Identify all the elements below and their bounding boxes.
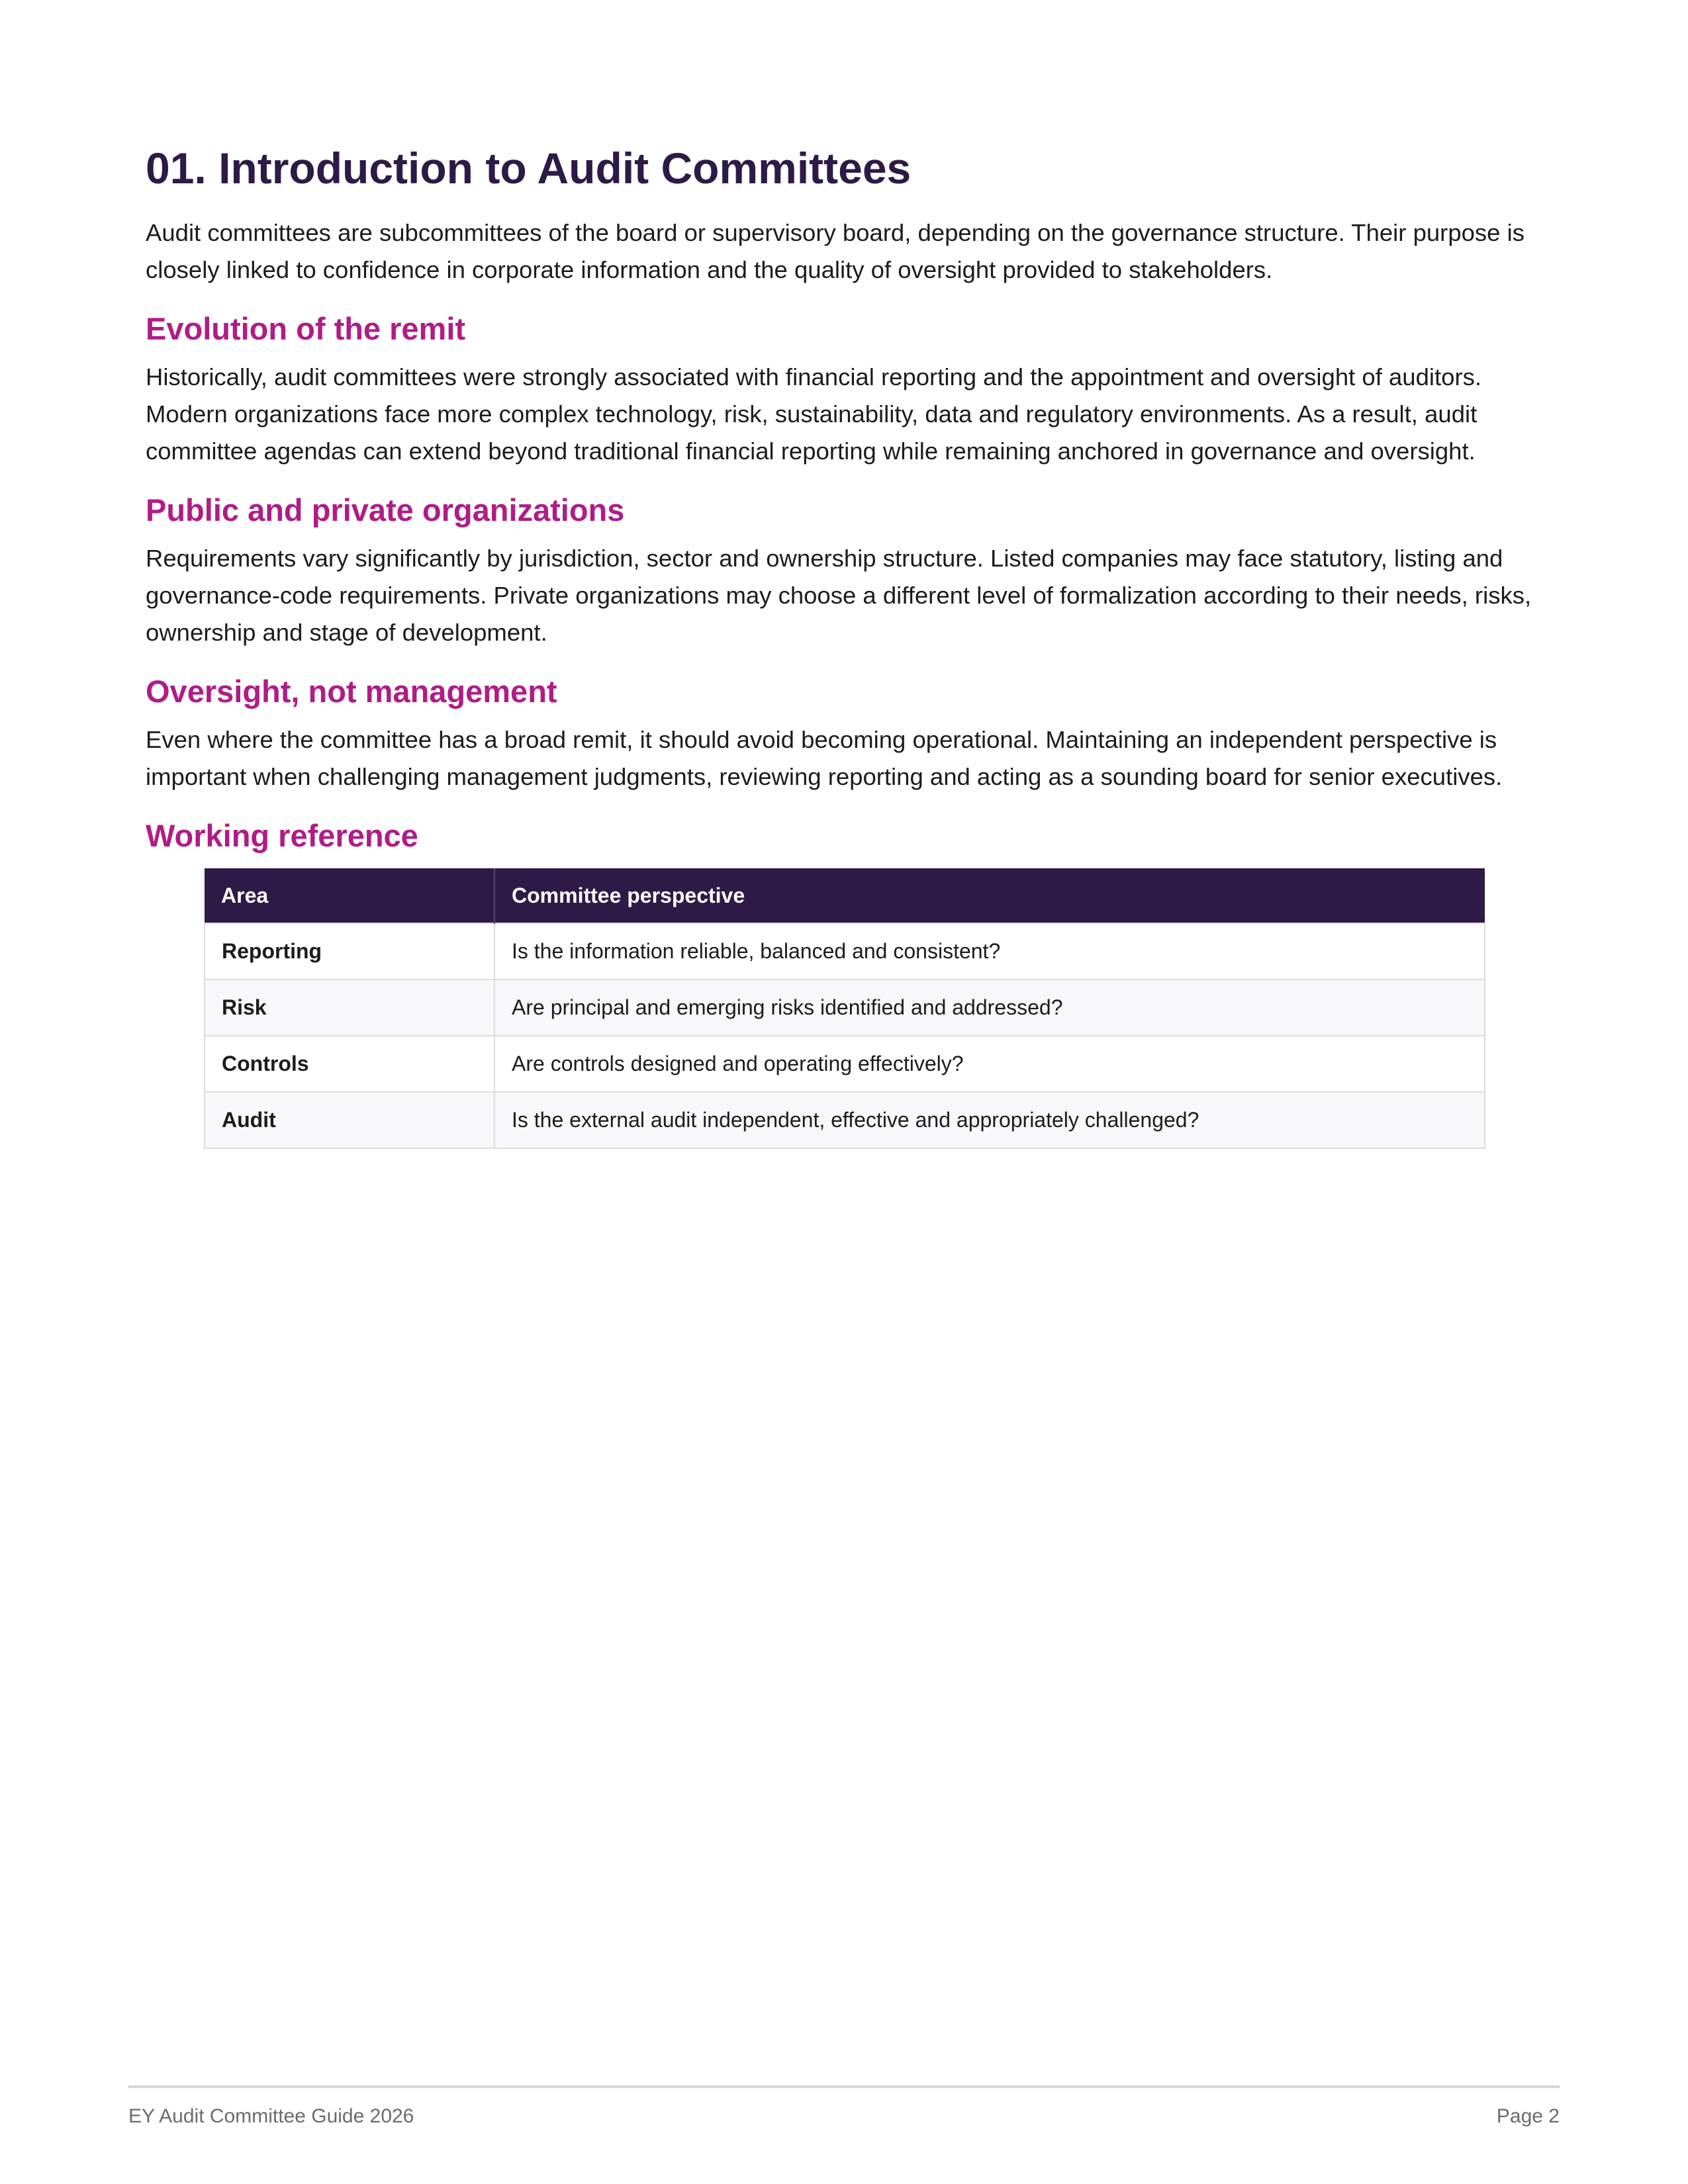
table-cell-perspective: Is the information reliable, balanced and consistent? xyxy=(494,923,1485,979)
section-heading-oversight: Oversight, not management xyxy=(146,674,557,709)
page-title: 01. Introduction to Audit Committees xyxy=(146,144,912,193)
section-heading-public-private: Public and private organizations xyxy=(146,492,625,527)
column-header-perspective: Committee perspective xyxy=(494,868,1485,923)
page-content xyxy=(146,139,1549,1149)
footer-document-title: EY Audit Committee Guide 2026 xyxy=(128,2105,414,2127)
table-cell-area: Reporting xyxy=(205,923,494,979)
table-cell-area: Audit xyxy=(205,1092,494,1148)
table-row xyxy=(205,1036,1485,1092)
intro-paragraph: Audit committees are subcommittees of the board or supervisory board, depending on the governance structure. Their purpose is closely linked to confidence in corporate information and the quality of oversight provided to stakeholders. xyxy=(146,219,1524,283)
table-cell-perspective: Are controls designed and operating effectively? xyxy=(494,1036,1485,1092)
section-body-oversight: Even where the committee has a broad remit, it should avoid becoming operational. Maintaining an independent perspective is important when challenging management judgments, reviewing reporting and acting as a sounding board for senior executives. xyxy=(146,726,1503,790)
column-header-area: Area xyxy=(205,868,494,923)
table-cell-perspective: Are principal and emerging risks identified and addressed? xyxy=(494,979,1485,1036)
footer-page-number: Page 2 xyxy=(1496,2105,1560,2127)
table-row xyxy=(205,979,1485,1036)
table-header-row xyxy=(205,868,1485,923)
reference-table-wrapper xyxy=(204,868,1485,1149)
section-heading-evolution: Evolution of the remit xyxy=(146,311,466,346)
table-cell-area: Controls xyxy=(205,1036,494,1092)
table-cell-perspective: Is the external audit independent, effective and appropriately challenged? xyxy=(494,1092,1485,1148)
table-row xyxy=(205,1092,1485,1148)
footer-divider xyxy=(128,2085,1560,2088)
reference-table xyxy=(204,868,1485,1149)
section-heading-working-reference: Working reference xyxy=(146,818,418,853)
table-row xyxy=(205,923,1485,979)
section-body-public-private: Requirements vary significantly by jurisdiction, sector and ownership structure. Listed companies may face statutory, listing and governance-code requirements. Private organizations may choose a different level of formalization according to their needs, risks, ownership and stage of development. xyxy=(146,545,1532,646)
table-cell-area: Risk xyxy=(205,979,494,1036)
section-body-evolution: Historically, audit committees were strongly associated with financial reporting and the appointment and oversight of auditors. Modern organizations face more complex technology, risk, sustainability, data and regulatory environments. As a result, audit committee agendas can extend beyond traditional financial reporting while remaining anchored in governance and oversight. xyxy=(146,363,1481,465)
